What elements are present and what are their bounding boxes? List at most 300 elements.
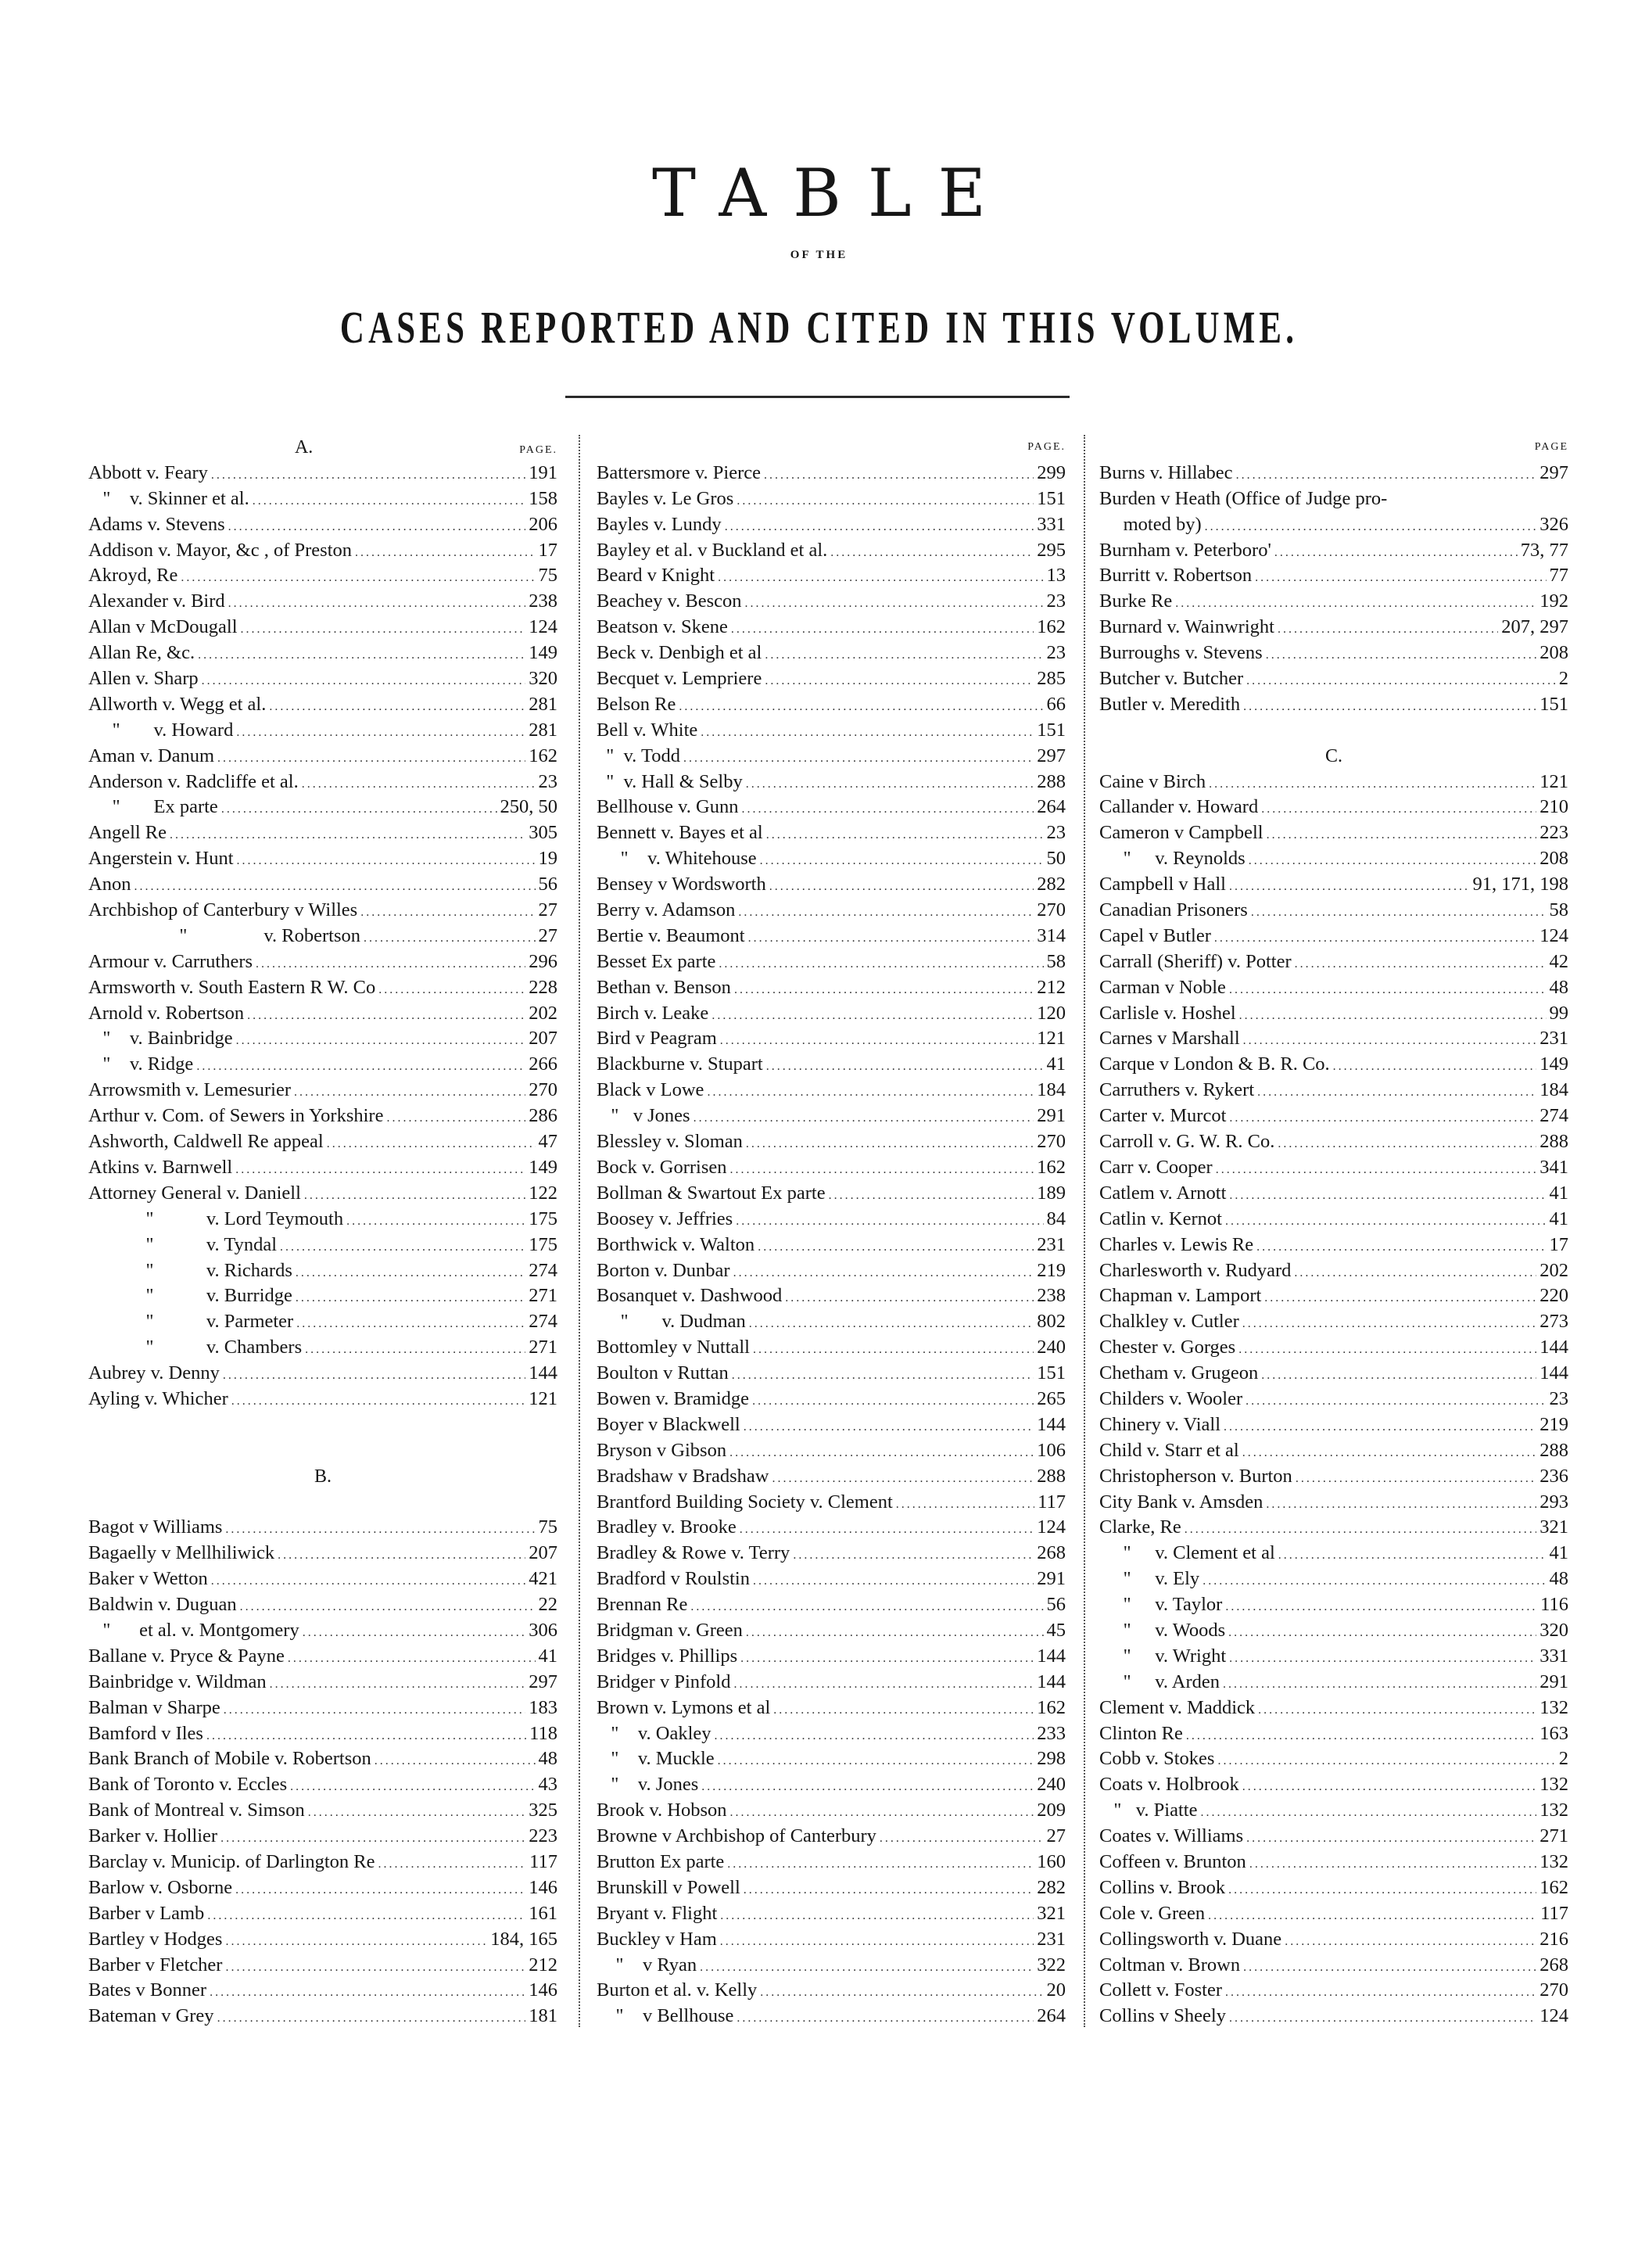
dot-leader (304, 1183, 525, 1207)
case-entry (88, 924, 557, 949)
dot-leader (719, 952, 1043, 975)
case-entry (1099, 1721, 1568, 1747)
page-number: 162 (1037, 1156, 1066, 1178)
page-number: 281 (529, 693, 557, 715)
case-name: Blessley v. Sloman (597, 1131, 743, 1153)
dot-leader (679, 694, 1043, 718)
case-entry (88, 1207, 557, 1233)
case-name: Beatson v. Skene (597, 616, 728, 638)
case-entry (1099, 1258, 1568, 1284)
page-number: 293 (1539, 1491, 1568, 1513)
page-number: 56 (538, 874, 557, 895)
case-name: Birch v. Leake (597, 1002, 709, 1024)
case-name: Bank of Toronto v. Eccles (88, 1774, 288, 1796)
dot-leader (1186, 1724, 1536, 1747)
case-name: Aman v. Danum (88, 745, 215, 766)
page-number: 106 (1037, 1439, 1066, 1461)
dot-leader (1185, 1517, 1536, 1541)
page-number: 288 (1037, 770, 1066, 792)
dot-leader (1295, 952, 1547, 975)
case-entry (88, 1181, 557, 1207)
dot-leader (737, 489, 1034, 512)
dot-leader (765, 643, 1043, 666)
case-name: " v. Ridge (88, 1053, 194, 1075)
case-entry (88, 641, 557, 666)
dot-leader (1243, 1028, 1537, 1052)
case-entry (88, 1618, 557, 1644)
dot-leader (1266, 1492, 1536, 1516)
page-number: 228 (529, 976, 557, 998)
dot-leader (1255, 565, 1546, 589)
case-name: Bayley et al. v Buckland et al. (597, 539, 828, 561)
page-number: 20 (1046, 1979, 1066, 2001)
page-number: 181 (529, 2005, 557, 2027)
case-name: Barclay v. Municip. of Darlington Re (88, 1850, 375, 1872)
dot-leader (378, 978, 525, 1001)
page-number: 41 (1549, 1542, 1568, 1564)
case-entry (88, 1901, 557, 1927)
page-number: 118 (529, 1722, 557, 1744)
page-number: 144 (1037, 1413, 1066, 1435)
page-number: 331 (1539, 1645, 1568, 1667)
case-name: Catlin v. Kernot (1099, 1208, 1222, 1229)
case-name: Balman v Sharpe (88, 1696, 220, 1718)
case-name: Burritt v. Robertson (1099, 565, 1253, 587)
case-name: Berry v. Adamson (597, 899, 736, 921)
dot-leader (1274, 540, 1518, 564)
case-name: Brutton Ex parte (597, 1850, 725, 1872)
case-name: Collins v. Brook (1099, 1876, 1226, 1898)
page-number: 13 (1046, 565, 1066, 587)
page-number: 132 (1539, 1696, 1568, 1718)
case-entry (1099, 486, 1568, 512)
case-entry (597, 1283, 1066, 1309)
dot-leader (1228, 1878, 1536, 1901)
case-entry (1099, 770, 1568, 795)
dot-leader (1205, 515, 1537, 538)
case-name: Bradley v. Brooke (597, 1516, 737, 1538)
case-entry (1099, 1026, 1568, 1052)
page-number: 220 (1539, 1285, 1568, 1307)
case-name: Burnard v. Wainwright (1099, 616, 1274, 638)
case-entry (597, 1850, 1066, 1875)
case-name: Bridger v Pinfold (597, 1670, 731, 1692)
case-name: Carman v Noble (1099, 976, 1226, 998)
dot-leader (221, 797, 497, 820)
page-number: 158 (529, 487, 557, 509)
case-name: Brantford Building Society v. Clement (597, 1491, 893, 1513)
page-number: 285 (1037, 668, 1066, 690)
dot-leader (1246, 1826, 1536, 1850)
case-name: Bank of Montreal v. Simson (88, 1800, 305, 1821)
page-number: 268 (1539, 1954, 1568, 1976)
case-entry (88, 1052, 557, 1078)
dot-leader (1239, 1003, 1547, 1027)
case-name: Bateman v Grey (88, 2005, 214, 2027)
page-number: 42 (1549, 950, 1568, 972)
case-name: " v. Whitehouse (597, 848, 757, 870)
dot-leader (237, 849, 536, 872)
page-number: 265 (1037, 1387, 1066, 1409)
case-name: " v. Burridge (88, 1285, 292, 1307)
dot-leader (793, 1543, 1034, 1566)
dot-leader (746, 772, 1034, 795)
page-number: 238 (1037, 1285, 1066, 1307)
dot-leader (766, 823, 1044, 846)
page-number: 117 (1038, 1491, 1066, 1513)
page-number: 149 (529, 642, 557, 664)
page-number: 162 (1037, 616, 1066, 638)
page-number: 117 (1540, 1902, 1568, 1924)
dot-leader (694, 1106, 1034, 1129)
dot-leader (785, 1286, 1034, 1309)
dot-leader (1278, 1132, 1536, 1155)
page-number: 209 (1037, 1800, 1066, 1821)
page-number: 291 (1037, 1568, 1066, 1590)
case-name: Buckley v Ham (597, 1928, 717, 1950)
page-number: 274 (529, 1259, 557, 1281)
dot-leader (727, 1852, 1034, 1875)
page-number: 117 (529, 1850, 557, 1872)
case-name: Barber v Fletcher (88, 1954, 223, 1976)
page-number: 48 (538, 1748, 557, 1770)
page-number: 122 (529, 1182, 557, 1204)
dot-leader (1249, 849, 1537, 872)
case-name: Belson Re (597, 693, 676, 715)
page-number: 208 (1539, 642, 1568, 664)
case-entry (1099, 1181, 1568, 1207)
dot-leader (1267, 823, 1537, 846)
page-number: 75 (538, 1516, 557, 1538)
dot-leader (1243, 1955, 1536, 1979)
case-name: Carter v. Murcot (1099, 1105, 1227, 1127)
case-entry (1099, 1515, 1568, 1541)
case-name: Chalkley v. Cutler (1099, 1311, 1239, 1333)
case-name: Bock v. Gorrisen (597, 1156, 727, 1178)
case-entry (1099, 1746, 1568, 1772)
case-name: Child v. Starr et al (1099, 1439, 1239, 1461)
dot-leader (1264, 1286, 1536, 1309)
dot-leader (733, 1261, 1034, 1284)
dot-leader (1249, 1852, 1536, 1875)
case-entry (1099, 1824, 1568, 1850)
case-name: Bensey v Wordsworth (597, 874, 766, 895)
dot-leader (1257, 1080, 1536, 1103)
case-name: Carque v London & B. R. Co. (1099, 1053, 1330, 1075)
dot-leader (1251, 900, 1547, 924)
dot-leader (769, 874, 1034, 898)
dot-leader (1261, 797, 1536, 820)
dot-leader (760, 849, 1044, 872)
page-number: 202 (529, 1002, 557, 1024)
case-entry (597, 538, 1066, 564)
case-entry (88, 1978, 557, 2004)
dot-leader (1246, 1389, 1546, 1412)
case-entry (1099, 1901, 1568, 1927)
case-name: moted by) (1099, 513, 1202, 535)
page-number: 298 (1037, 1748, 1066, 1770)
case-entry (597, 589, 1066, 615)
page-number: 282 (1037, 874, 1066, 895)
page-number: 146 (529, 1876, 557, 1898)
page-number: 189 (1037, 1182, 1066, 1204)
page-number: 219 (1037, 1259, 1066, 1281)
case-entry (597, 744, 1066, 770)
dot-leader (720, 1929, 1034, 1953)
dot-leader (880, 1826, 1044, 1850)
case-entry (597, 718, 1066, 744)
case-entry (1099, 1798, 1568, 1824)
dot-leader (364, 926, 535, 949)
dot-leader (240, 1595, 536, 1618)
page-number: 124 (1037, 1516, 1066, 1538)
section-letter: B. (314, 1466, 332, 1487)
page-number: 144 (1037, 1670, 1066, 1692)
case-entry (88, 949, 557, 975)
page-number: 297 (529, 1670, 557, 1692)
dot-leader (217, 746, 525, 770)
case-name: Bayles v. Lundy (597, 513, 722, 535)
page-number: 99 (1549, 1002, 1568, 1024)
dot-leader (765, 669, 1034, 692)
case-name: Bosanquet v. Dashwood (597, 1285, 783, 1307)
case-name: Bridges v. Phillips (597, 1645, 738, 1667)
case-name: Bellhouse v. Gunn (597, 796, 739, 818)
dot-leader (305, 1337, 525, 1361)
case-name: Allworth v. Wegg et al. (88, 693, 267, 715)
page-number: 23 (1046, 590, 1066, 612)
case-entry (597, 1001, 1066, 1027)
case-entry (597, 872, 1066, 898)
case-name: Archbishop of Canterbury v Willes (88, 899, 358, 921)
case-entry (88, 1258, 557, 1284)
page-number: 299 (1037, 461, 1066, 483)
case-entry (88, 1644, 557, 1670)
page-number: 175 (529, 1233, 557, 1255)
case-entry (88, 1721, 557, 1747)
dot-leader (1294, 1261, 1536, 1284)
page-number: 231 (1037, 1233, 1066, 1255)
case-name: Attorney General v. Daniell (88, 1182, 301, 1204)
case-entry (597, 641, 1066, 666)
page-number: 23 (1046, 822, 1066, 844)
dot-leader (386, 1106, 525, 1129)
case-entry (597, 846, 1066, 872)
page-number: 184 (1539, 1079, 1568, 1101)
spacer (88, 1438, 557, 1464)
page-number: 124 (529, 616, 557, 638)
page-number: 75 (538, 565, 557, 587)
dot-leader (224, 1698, 526, 1721)
page-number: 161 (529, 1902, 557, 1924)
case-name: Allan v McDougall (88, 616, 238, 638)
case-entry (1099, 975, 1568, 1001)
case-entry (88, 1670, 557, 1696)
dot-leader (690, 1595, 1043, 1618)
page-number: 149 (529, 1156, 557, 1178)
page-number: 233 (1037, 1722, 1066, 1744)
dot-leader (1208, 1904, 1537, 1927)
dot-leader (1278, 1543, 1547, 1566)
page-number: 216 (1539, 1928, 1568, 1950)
case-name: " v. Ely (1099, 1568, 1200, 1590)
dot-leader (170, 823, 525, 846)
case-entry (1099, 2004, 1568, 2029)
page-number: 314 (1037, 924, 1066, 946)
case-name: " v. Robertson (88, 924, 361, 946)
case-entry (88, 1953, 557, 1979)
page-column-label: PAGE. (519, 444, 557, 456)
page-number: 202 (1539, 1259, 1568, 1281)
dot-leader (236, 720, 525, 744)
case-entry (1099, 538, 1568, 564)
dot-leader (241, 617, 526, 641)
page-number: 802 (1037, 1311, 1066, 1333)
case-entry (597, 1309, 1066, 1335)
dot-leader (220, 1826, 525, 1850)
dot-leader (288, 1646, 536, 1670)
case-entry (88, 486, 557, 512)
case-entry (1099, 615, 1568, 641)
case-name: Charles v. Lewis Re (1099, 1233, 1254, 1255)
case-name: Carrall (Sheriff) v. Potter (1099, 950, 1292, 972)
page-number: 27 (538, 924, 557, 946)
case-name: Burke Re (1099, 590, 1173, 612)
page-number: 84 (1046, 1208, 1066, 1229)
dot-leader (732, 1363, 1034, 1387)
case-name: Boyer v Blackwell (597, 1413, 740, 1435)
page-number: 41 (538, 1645, 557, 1667)
page-number: 274 (529, 1311, 557, 1333)
case-name: Capel v Butler (1099, 924, 1211, 946)
dot-leader (1229, 874, 1470, 898)
case-name: Bowen v. Bramidge (597, 1387, 750, 1409)
dot-leader (753, 1337, 1034, 1361)
dot-leader (746, 1132, 1034, 1155)
case-entry (597, 2004, 1066, 2029)
page-number: 73, 77 (1520, 539, 1568, 561)
dot-leader (327, 1132, 536, 1155)
case-entry (1099, 1464, 1568, 1490)
page-number: 297 (1037, 745, 1066, 766)
page-number: 66 (1046, 693, 1066, 715)
case-name: Burroughs v. Stevens (1099, 642, 1263, 664)
case-entry (597, 486, 1066, 512)
page-number: 250, 50 (500, 796, 557, 818)
case-entry (1099, 1670, 1568, 1696)
dot-leader (1225, 1595, 1537, 1618)
dot-leader (741, 797, 1034, 820)
case-name: Coltman v. Brown (1099, 1954, 1241, 1976)
column-separator (1084, 435, 1085, 2027)
case-entry (597, 1026, 1066, 1052)
case-entry (1099, 949, 1568, 975)
case-entry (1099, 1438, 1568, 1464)
page-number: 191 (529, 461, 557, 483)
case-name: Arrowsmith v. Lemesurier (88, 1079, 291, 1101)
dot-leader (718, 565, 1043, 589)
case-name: Ballane v. Pryce & Payne (88, 1645, 285, 1667)
case-entry (88, 898, 557, 924)
case-entry (88, 1566, 557, 1592)
case-entry (1099, 1052, 1568, 1078)
dot-leader (1223, 1672, 1536, 1696)
page-number: 121 (1539, 770, 1568, 792)
case-entry (597, 1361, 1066, 1387)
case-entry (88, 1155, 557, 1181)
case-entry (1099, 872, 1568, 898)
page-number: 144 (1539, 1362, 1568, 1384)
case-entry (597, 949, 1066, 975)
case-entry (88, 589, 557, 615)
spacer (88, 1412, 557, 1438)
case-entry (88, 770, 557, 795)
dot-leader (355, 540, 536, 564)
case-name: Brook v. Hobson (597, 1800, 727, 1821)
page-number: 41 (1549, 1182, 1568, 1204)
dot-leader (296, 1286, 525, 1309)
case-name: Campbell v Hall (1099, 874, 1226, 895)
case-name: Coats v. Holbrook (1099, 1774, 1239, 1796)
page-number: 162 (529, 745, 557, 766)
dot-leader (729, 1157, 1034, 1181)
case-entry (1099, 1207, 1568, 1233)
case-entry (1099, 1129, 1568, 1155)
case-entry (597, 795, 1066, 820)
page-number: 266 (529, 1053, 557, 1075)
case-entry (1099, 820, 1568, 846)
page-number: 282 (1037, 1876, 1066, 1898)
case-name: Bennett v. Bayes et al (597, 822, 763, 844)
dot-leader (202, 669, 526, 692)
dot-leader (1333, 1054, 1537, 1078)
dot-leader (375, 1749, 536, 1772)
case-entry (88, 1335, 557, 1361)
dot-leader (734, 978, 1034, 1001)
dot-leader (346, 1209, 525, 1233)
case-entry (1099, 512, 1568, 538)
case-name: Carr v. Cooper (1099, 1156, 1213, 1178)
case-entry (88, 872, 557, 898)
page-number: 240 (1037, 1337, 1066, 1358)
case-name: Brennan Re (597, 1594, 688, 1616)
case-name: " v. Richards (88, 1259, 292, 1281)
page-number: 231 (1539, 1028, 1568, 1050)
page-number: 132 (1539, 1850, 1568, 1872)
case-name: Carruthers v. Rykert (1099, 1079, 1255, 1101)
case-entry (88, 1850, 557, 1875)
dot-leader (308, 1800, 526, 1824)
case-entry (597, 666, 1066, 692)
case-name: Bradford v Roulstin (597, 1568, 750, 1590)
case-name: " v. Bainbridge (88, 1028, 233, 1050)
case-name: " v. Hall & Selby (597, 770, 743, 792)
case-name: " v. Tyndal (88, 1233, 278, 1255)
section-letter: A. (294, 437, 314, 458)
dot-leader (253, 489, 526, 512)
case-name: Allen v. Sharp (88, 668, 199, 690)
case-entry (88, 846, 557, 872)
dot-leader (748, 926, 1034, 949)
case-entry (597, 1772, 1066, 1798)
dot-leader (1214, 926, 1536, 949)
case-entry (88, 1824, 557, 1850)
case-name: Collett v. Foster (1099, 1979, 1222, 2001)
page-number: 421 (529, 1568, 557, 1590)
dot-leader (1278, 617, 1498, 641)
page-number: 305 (529, 822, 557, 844)
dot-leader (1217, 1749, 1555, 1772)
